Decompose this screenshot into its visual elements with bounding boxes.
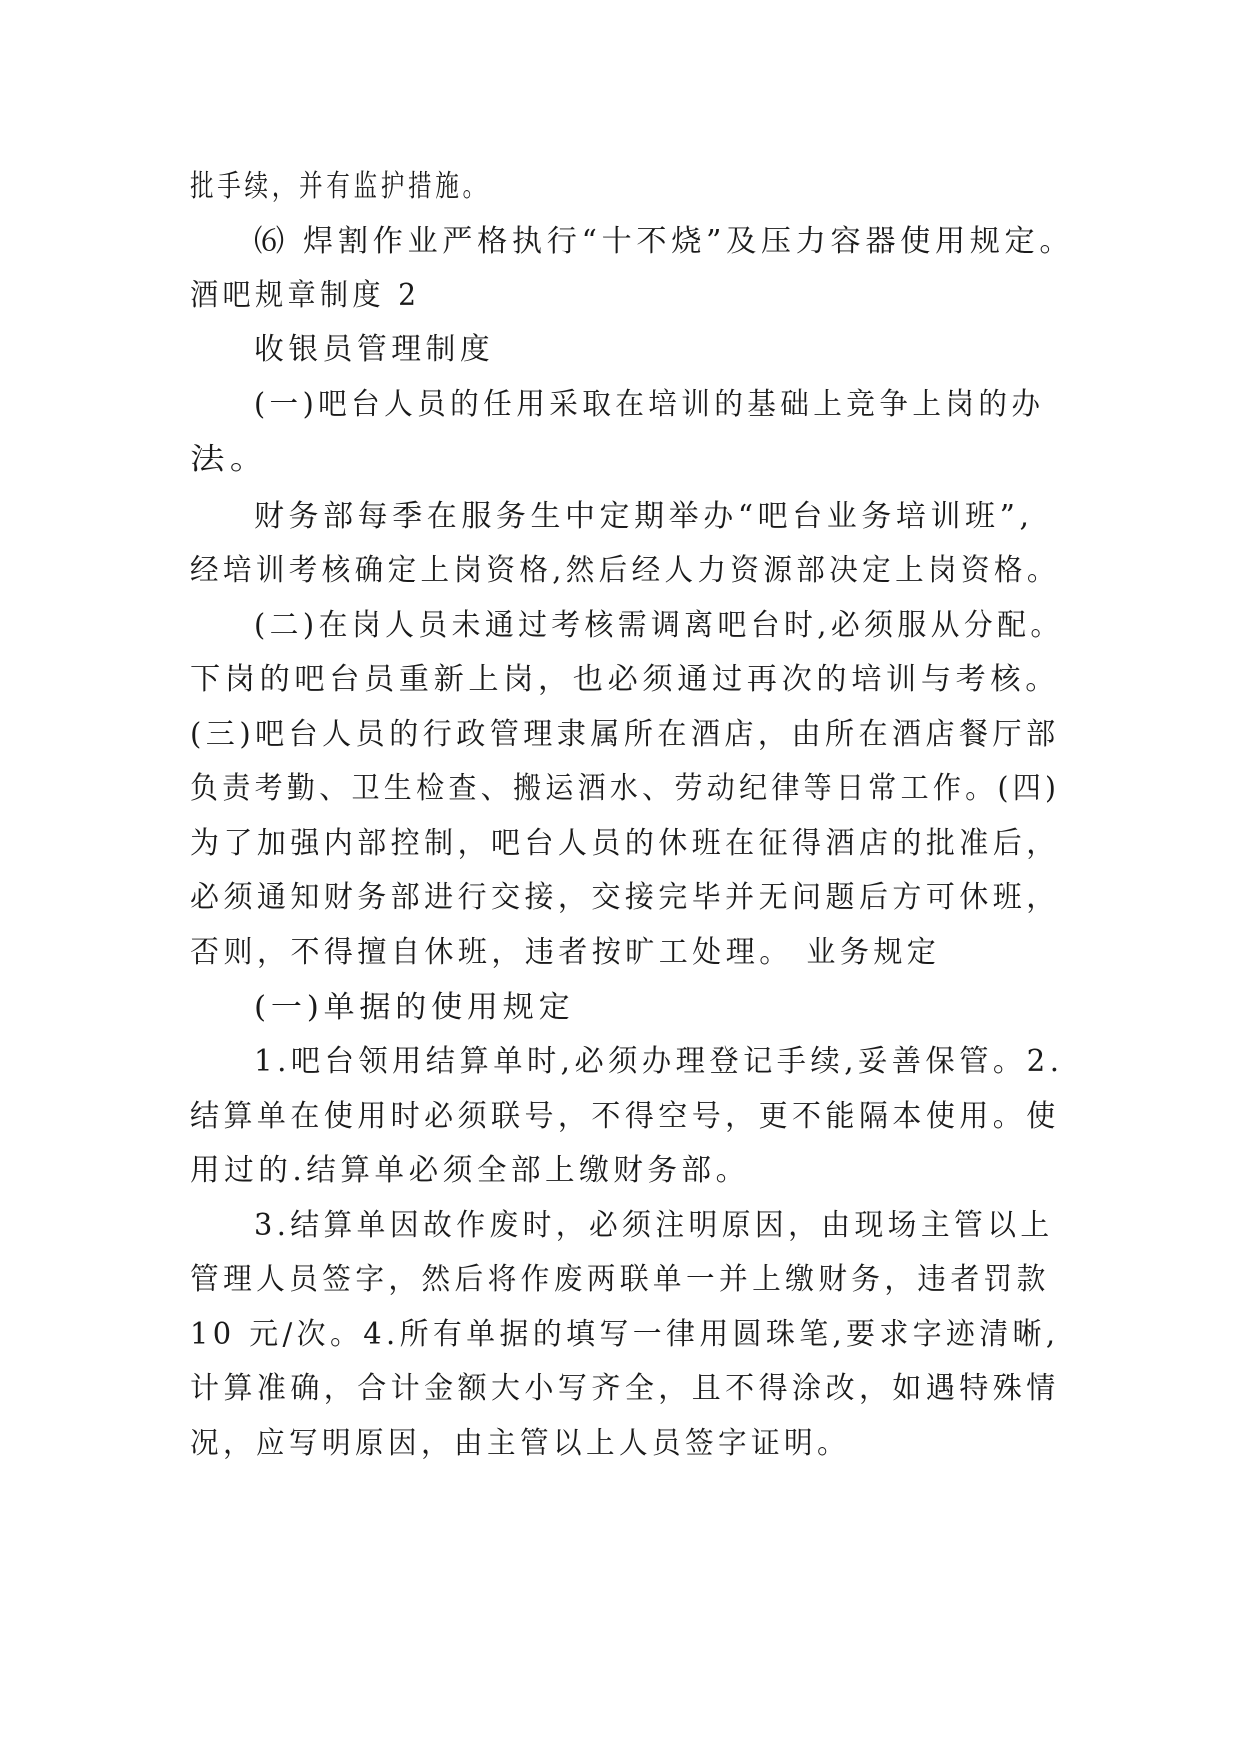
text-line-5: (一)吧台人员的任用采取在培训的基础上竞争上岗的办 bbox=[254, 387, 1045, 422]
text-line-15: 否则，不得擅自休班，违者按旷工处理。 业务规定 bbox=[190, 935, 941, 970]
text-line-14: 必须通知财务部进行交接，交接完毕并无问题后方可休班， bbox=[190, 880, 1060, 915]
text-line-20: 3.结算单因故作废时，必须注明原因，由现场主管以上 bbox=[254, 1208, 1054, 1243]
section-heading: 酒吧规章制度 2 bbox=[190, 278, 421, 313]
text-line-11: (三)吧台人员的行政管理隶属所在酒店，由所在酒店餐厅部 bbox=[190, 717, 1060, 752]
text-line-9: (二)在岗人员未通过考核需调离吧台时,必须服从分配。 bbox=[254, 608, 1064, 643]
text-line-19: 用过的.结算单必须全部上缴财务部。 bbox=[190, 1153, 750, 1188]
text-line-13: 为了加强内部控制，吧台人员的休班在征得酒店的批准后， bbox=[190, 826, 1060, 861]
subsection-heading: 收银员管理制度 bbox=[254, 332, 495, 367]
text-line-23: 计算准确，合计金额大小写齐全，且不得涂改，如遇特殊情 bbox=[190, 1371, 1060, 1406]
text-line-21: 管理人员签字，然后将作废两联单一并上缴财务，违者罚款 bbox=[190, 1262, 1050, 1297]
text-line-16: (一)单据的使用规定 bbox=[254, 990, 575, 1025]
text-line-8: 经培训考核确定上岗资格,然后经人力资源部决定上岗资格。 bbox=[190, 553, 1060, 588]
text-line-12: 负责考勤、卫生检查、搬运酒水、劳动纪律等日常工作。(四) bbox=[190, 771, 1061, 806]
text-line-17: 1.吧台领用结算单时,必须办理登记手续,妥善保管。2. bbox=[254, 1044, 1064, 1079]
text-line-2: ⑹ 焊割作业严格执行“十不烧”及压力容器使用规定。 bbox=[254, 224, 1075, 259]
text-line-22: 10 元/次。4.所有单据的填写一律用圆珠笔,要求字迹清晰, bbox=[190, 1317, 1060, 1352]
text-line-10: 下岗的吧台员重新上岗，也必须通过再次的培训与考核。 bbox=[190, 662, 1061, 697]
text-line-7: 财务部每季在服务生中定期举办“吧台业务培训班”, bbox=[254, 499, 1034, 534]
text-line-1: 批手续，并有监护措施。 bbox=[190, 169, 490, 204]
text-line-24: 况，应写明原因，由主管以上人员签字证明。 bbox=[190, 1426, 851, 1461]
text-line-18: 结算单在使用时必须联号，不得空号，更不能隔本使用。使 bbox=[190, 1099, 1060, 1134]
text-line-6: 法。 bbox=[190, 442, 270, 477]
